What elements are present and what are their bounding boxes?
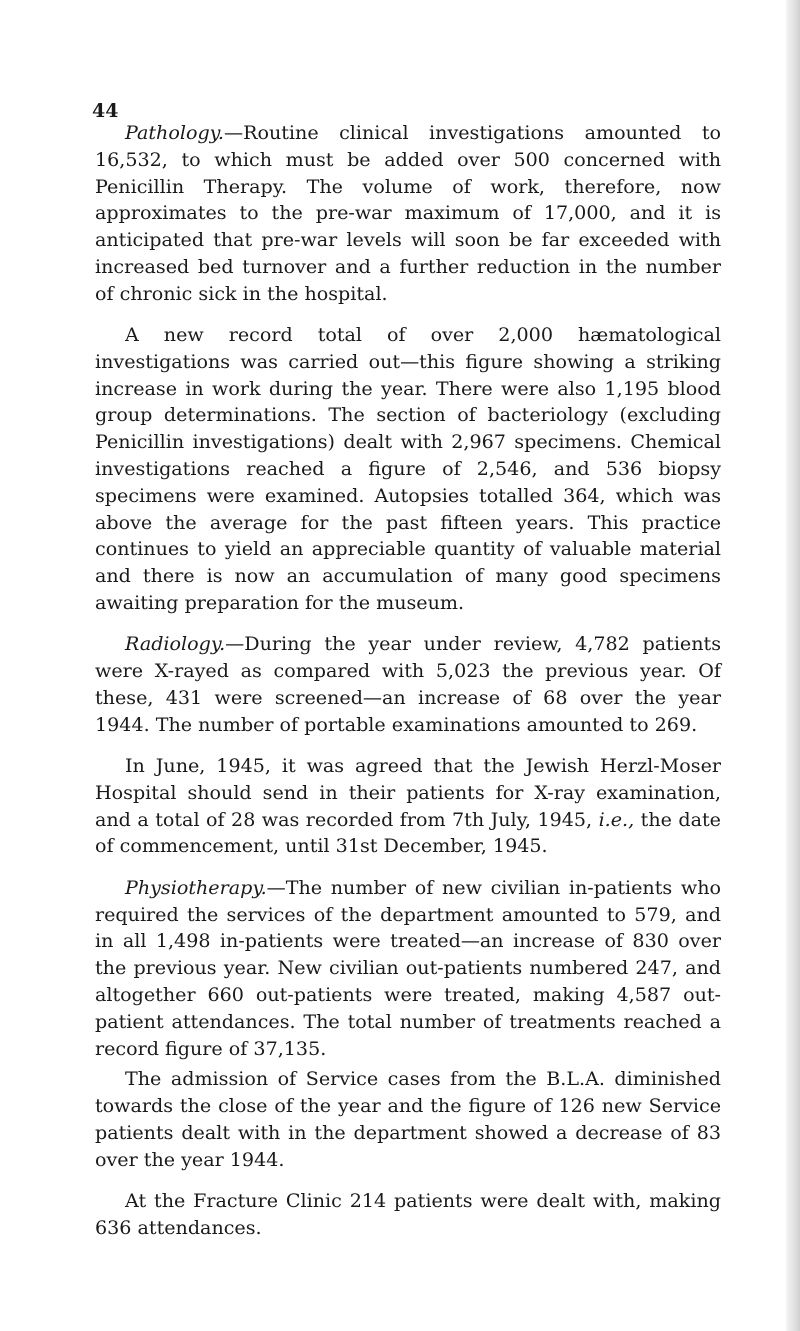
- heading-physiotherapy: Physiotherapy.: [125, 875, 267, 899]
- paragraph-fracture-clinic: At the Fracture Clinic 214 patients were dealt with, making 636 attendances.: [95, 1188, 721, 1239]
- page-edge-shadow: [786, 0, 800, 1331]
- pathology-text: —Routine clinical investigations amounted to 16,532, to which must be added over 500 concerned with Penicillin Therapy. The volume of work, therefore, now approximates to the pre-war maximum of 17,000, and it is anticipated that pre-war levels will soon be far exceeded with increased bed turnover and a further reduction in the number of chronic sick in the hospital.: [95, 121, 721, 305]
- paragraph-service-cases: The admission of Service cases from the B.L.A. diminished towards the close of the year and the figure of 126 new Service patients dealt with in the department showed a decrease of 83 over the year 1944.: [95, 1067, 721, 1171]
- heading-pathology: Pathology.: [125, 121, 224, 144]
- document-body: [95, 120, 721, 1256]
- paragraph-pathology: [95, 120, 721, 308]
- physiotherapy-text: —The number of new civilian in-patients who required the services of the department amounted to 579, and in all 1,498 in-patients were treated—an increase of 830 over the previous year. New civilian out-patients numbered 247, and altogether 660 out-patients were treated, making 4,587 out-patient attendances. The total number of treatments reached a record figure of 37,135.: [95, 875, 721, 1060]
- paragraph-physiotherapy: [95, 875, 721, 1063]
- herzl-moser-text-after: the date of commencement, until 31st December, 1945.: [95, 807, 721, 858]
- paragraph-herzl-moser: [95, 753, 721, 860]
- heading-radiology: Radiology.: [125, 632, 226, 656]
- ie-abbreviation: i.e.,: [598, 807, 635, 831]
- paragraph-haematology: A new record total of over 2,000 hæmatological investigations was carried out—this figure showing a striking increase in work during the year. There were also 1,195 blood group determinations. The section of bacteriology (excluding Penicillin investigations) dealt with 2,967 specimens. Chemical investigations reached a figure of 2,546, and 536 biopsy specimens were examined. Autopsies totalled 364, which was above the average for the past fifteen years. This practice continues to yield an appreciable quantity of valuable material and there is now an accumulation of many good specimens awaiting preparation for the museum.: [95, 323, 721, 615]
- herzl-moser-text-before: In June, 1945, it was agreed that the Jewish Herzl-Moser Hospital should send in their patients for X-ray examination, and a total of 28 was recorded from 7th July, 1945,: [95, 754, 721, 831]
- radiology-text: —During the year under review, 4,782 patients were X-rayed as compared with 5,023 the previous year. Of these, 431 were screened—an increase of 68 over the year 1944. The number of portable examinations amounted to 269.: [95, 632, 721, 736]
- paragraph-radiology: [95, 631, 721, 738]
- page-number: 44: [92, 100, 119, 122]
